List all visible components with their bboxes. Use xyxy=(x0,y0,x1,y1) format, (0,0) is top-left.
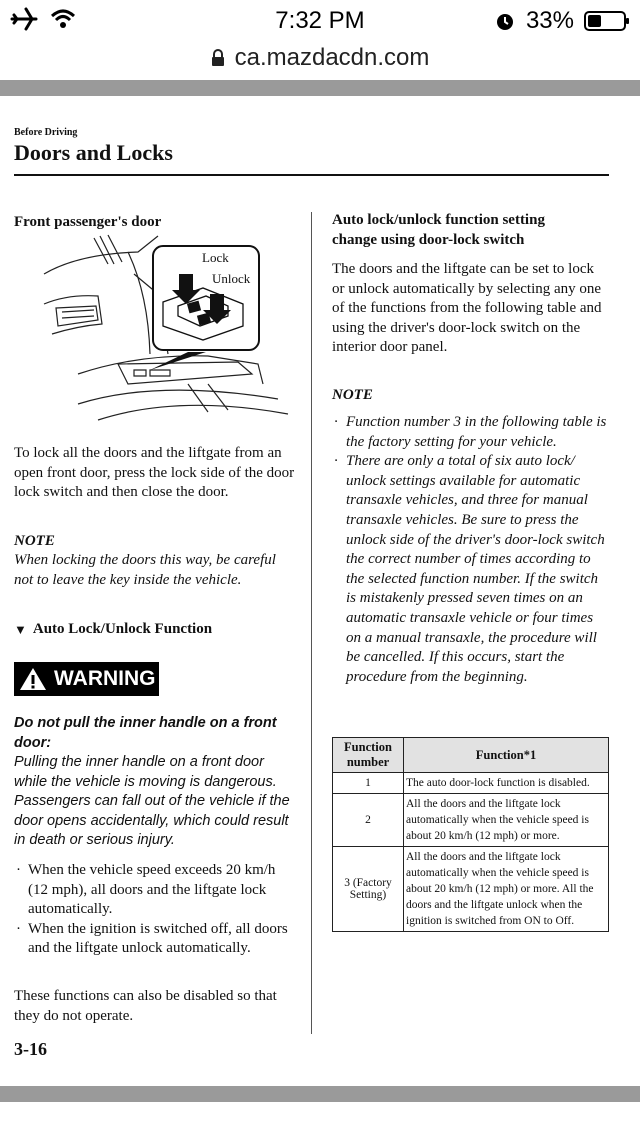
row-number: 2 xyxy=(333,794,404,847)
list-item: · When the vehicle speed exceeds 20 km/h (12 mph), all doors and the liftgate lock automatically. xyxy=(14,861,296,920)
list-item: · There are only a total of six auto lock/ unlock settings available for automatic transaxle vehicles, and three for manual transaxle vehicles. Be sure to press the unlock side of the driver's door-lock switch the correct number of times according to the selected function number. If the switch is mistakenly pressed seven times on an automatic transaxle vehicle or four times on a manual transaxle, the procedure will be cancelled. If this occurs, start the procedure from the beginning. xyxy=(332,452,610,687)
list-item: · When the ignition is switched off, all doors and the liftgate unlock automatically. xyxy=(14,920,296,959)
battery-icon xyxy=(584,10,630,32)
list-item: · Function number 3 in the following table is the factory setting for your vehicle. xyxy=(332,413,610,452)
url-text[interactable]: ca.mazdacdn.com xyxy=(234,44,430,71)
left-paragraph: To lock all the doors and the liftgate from an open front door, press the lock side of the door lock switch and then close the door. xyxy=(14,445,295,501)
left-note-title: NOTE xyxy=(14,533,55,549)
warning-text: WARNING xyxy=(54,667,156,690)
status-bar xyxy=(0,0,640,40)
table-row xyxy=(333,773,609,794)
title-divider xyxy=(14,174,609,176)
warning-label xyxy=(14,662,159,696)
page-title: Doors and Locks xyxy=(14,140,173,165)
door-illustration xyxy=(38,234,298,434)
row-function: The auto door-lock function is disabled. xyxy=(404,773,609,794)
right-heading: Auto lock/unlock function setting change using door-lock switch xyxy=(332,212,545,248)
warning-body: Pulling the inner handle on a front door while the vehicle is moving is dangerous. Passengers can fall out of the vehicle if the door opens accidentally, which could result in death or serious injury. xyxy=(14,754,290,849)
lock-label: Lock xyxy=(202,250,229,265)
row-function: All the doors and the liftgate lock automatically when the vehicle speed is about 20 km/h (12 mph) or more. All the doors and the liftgate unlock when the ignition is switched from ON to Off. xyxy=(404,847,609,932)
status-right xyxy=(494,7,630,35)
function-table xyxy=(332,737,609,932)
top-strip xyxy=(0,80,640,96)
page-number: 3-16 xyxy=(14,1039,47,1059)
bottom-strip xyxy=(0,1086,640,1102)
warning-title: Do not pull the inner handle on a front door: xyxy=(14,715,277,751)
right-paragraph: The doors and the liftgate can be set to lock or unlock automatically by selecting any one of the functions from the following table and using the driver's door-lock switch on the interior door panel. xyxy=(332,261,602,356)
alarm-icon xyxy=(494,10,516,32)
section-label: Before Driving xyxy=(14,127,78,138)
table-row xyxy=(333,794,609,847)
row-function: All the doors and the liftgate lock automatically when the vehicle speed is about 20 km/h (12 mph) or more. xyxy=(404,794,609,847)
document-page xyxy=(0,96,640,1086)
function-heading-text: Auto Lock/Unlock Function xyxy=(32,621,213,637)
row-number: 1 xyxy=(333,773,404,794)
table-row xyxy=(333,847,609,932)
function-heading xyxy=(14,620,212,640)
right-note-bullets xyxy=(332,413,610,687)
column-divider xyxy=(311,212,312,1034)
address-bar[interactable] xyxy=(0,38,640,78)
row-number: 3 (Factory Setting) xyxy=(333,847,404,932)
status-time: 7:32 PM xyxy=(275,7,365,34)
warning-icon xyxy=(18,666,48,692)
lock-icon xyxy=(211,49,225,67)
table-header-row xyxy=(333,738,609,773)
left-note-text: When locking the doors this way, be careful not to leave the key inside the vehicle. xyxy=(14,552,276,588)
left-closing: These functions can also be disabled so that they do not operate. xyxy=(14,988,277,1024)
triangle-down-icon: ▼ xyxy=(14,622,27,637)
header-function-number: Function number xyxy=(333,738,404,773)
battery-percent: 33% xyxy=(525,7,574,34)
unlock-label: Unlock xyxy=(212,271,251,286)
left-bullets xyxy=(14,861,296,959)
right-note-title: NOTE xyxy=(332,387,373,403)
left-heading: Front passenger's door xyxy=(14,214,162,230)
header-function: Function*1 xyxy=(404,738,609,773)
